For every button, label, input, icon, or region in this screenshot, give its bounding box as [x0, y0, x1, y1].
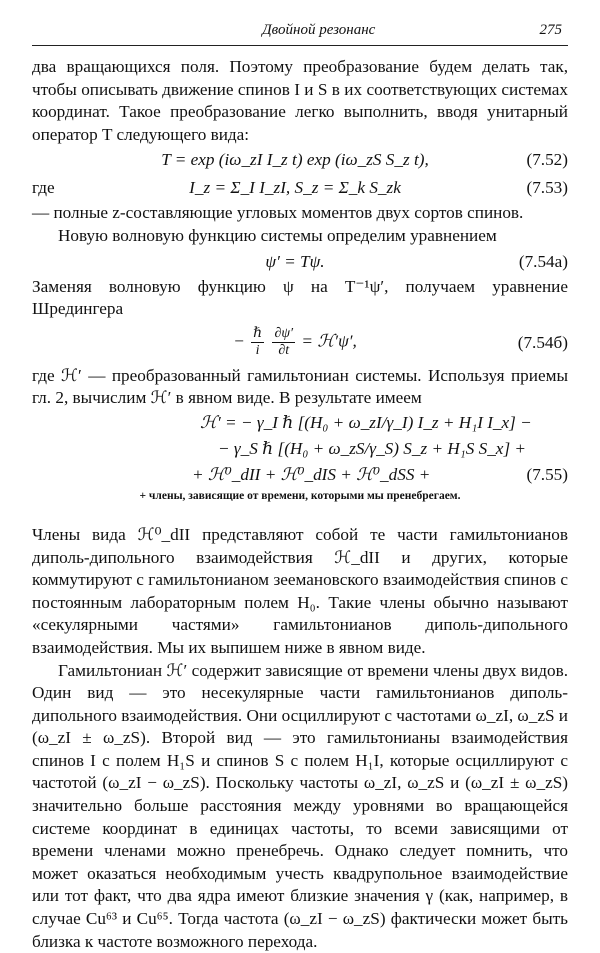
fraction-denominator: ∂t [278, 343, 289, 359]
equation-7-55-line-3 [32, 462, 568, 488]
equation-7-54b-number: (7.54б) [488, 333, 568, 353]
equation-7-55 [32, 410, 568, 488]
equation-7-55-number: (7.55) [488, 462, 568, 488]
equation-7-54a [32, 248, 568, 276]
paragraph-4: Заменяя волновую функцию ψ на T⁻¹ψ′, получаем уравнение Шредингера [32, 276, 568, 321]
equation-7-55-line-2: − γ_S ℏ [(H₀ + ω_zS/γ_S) S_z + H₁S S_x] + [32, 436, 568, 462]
equation-7-53-body: I_z = Σ_I I_zI, S_z = Σ_k S_zk [102, 178, 488, 198]
equation-7-52 [32, 146, 568, 174]
equation-7-53-number: (7.53) [488, 178, 568, 198]
paragraph-5: где ℋ′ — преобразованный гамильтониан системы. Используя приемы гл. 2, вычислим ℋ′ в явном виде. В результате имеем [32, 365, 568, 410]
where-label: где [32, 178, 102, 198]
paragraph-7: Гамильтониан ℋ′ содержит зависящие от времени члены двух видов. Один вид — это несекулярные части гамильтонианов диполь-дипольного взаимодействия. Они осциллируют с частотами ω_zI, ω_zS и (ω_zI ± ω_zS). Второй вид — это гамильтонианы взаимодействия спинов I с полем H₁S и спинов S с полем H₁I, которые осциллируют с частотой (ω_zI − ω_zS). Поскольку частоты ω_zI, ω_zS и (ω_zI ± ω_zS) значительно больше расстояния между уровнями во вращающейся системе координат в единицах частоты, то всеми зависящими от времени членами можно пренебречь. Однако следует помнить, что может оказаться необходимым учесть квадрупольное взаимодействие или тот факт, что два ядра имеют близкие значения γ (как, например, в случае Cu⁶³ и Cu⁶⁵. Тогда частота (ω_zI − ω_zS) фактически может быть близка к частоте возможного перехода. [32, 660, 568, 953]
page-number: 275 [540, 22, 563, 39]
fraction-hbar-over-i [251, 326, 264, 359]
paragraph-2: — полные z-составляющие угловых моментов двух сортов спинов. [32, 202, 568, 225]
equation-footnote: + члены, зависящие от времени, которыми мы пренебрегаем. [32, 490, 568, 502]
equation-7-54a-body: ψ′ = Tψ. [102, 252, 488, 272]
fraction-numerator: ℏ [251, 326, 264, 343]
equation-7-52-body: T = exp (iω_zI I_z t) exp (iω_zS S_z t), [102, 150, 488, 170]
fraction-numerator: ∂ψ′ [272, 326, 295, 343]
equation-7-54b [32, 321, 568, 365]
running-header [32, 22, 568, 45]
paragraph-3: Новую волновую функцию системы определим уравнением [32, 225, 568, 248]
equation-rhs: = ℋ′ψ′, [301, 332, 356, 351]
equation-7-54a-number: (7.54а) [488, 252, 568, 272]
equation-7-52-number: (7.52) [488, 150, 568, 170]
fraction-denominator: i [256, 343, 260, 359]
paragraph-6: Члены вида ℋ⁰_dII представляют собой те части гамильтонианов диполь-дипольного взаимодействия ℋ_dII и других, которые коммутируют с гамильтонианом зеемановского взаимодействия спинов с постоянным лабораторным полем H₀. Такие члены обычно называют «секулярными частями» гамильтонианов диполь-дипольного взаимодействия. Мы их выпишем ниже в явном виде. [32, 524, 568, 660]
fraction-dpsi-over-dt [272, 326, 295, 359]
header-title: Двойной резонанс [38, 22, 540, 39]
equation-7-55-line-1: ℋ′ = − γ_I ℏ [(H₀ + ω_zI/γ_I) I_z + H₁I I_x] − [32, 410, 568, 436]
paragraph-1: два вращающихся поля. Поэтому преобразование будем делать так, чтобы описывать движение спинов I и S в их соответствующих системах координат. Такое преобразование легко выполнить, вводя унитарный оператор T следующего вида: [32, 56, 568, 146]
equation-7-53 [32, 174, 568, 202]
header-rule [32, 45, 568, 46]
equation-7-54b-body [102, 326, 488, 359]
equation-7-55-line-3-body: + ℋ⁰_dII + ℋ⁰_dIS + ℋ⁰_dSS + [192, 462, 488, 488]
minus-sign: − [233, 332, 245, 351]
